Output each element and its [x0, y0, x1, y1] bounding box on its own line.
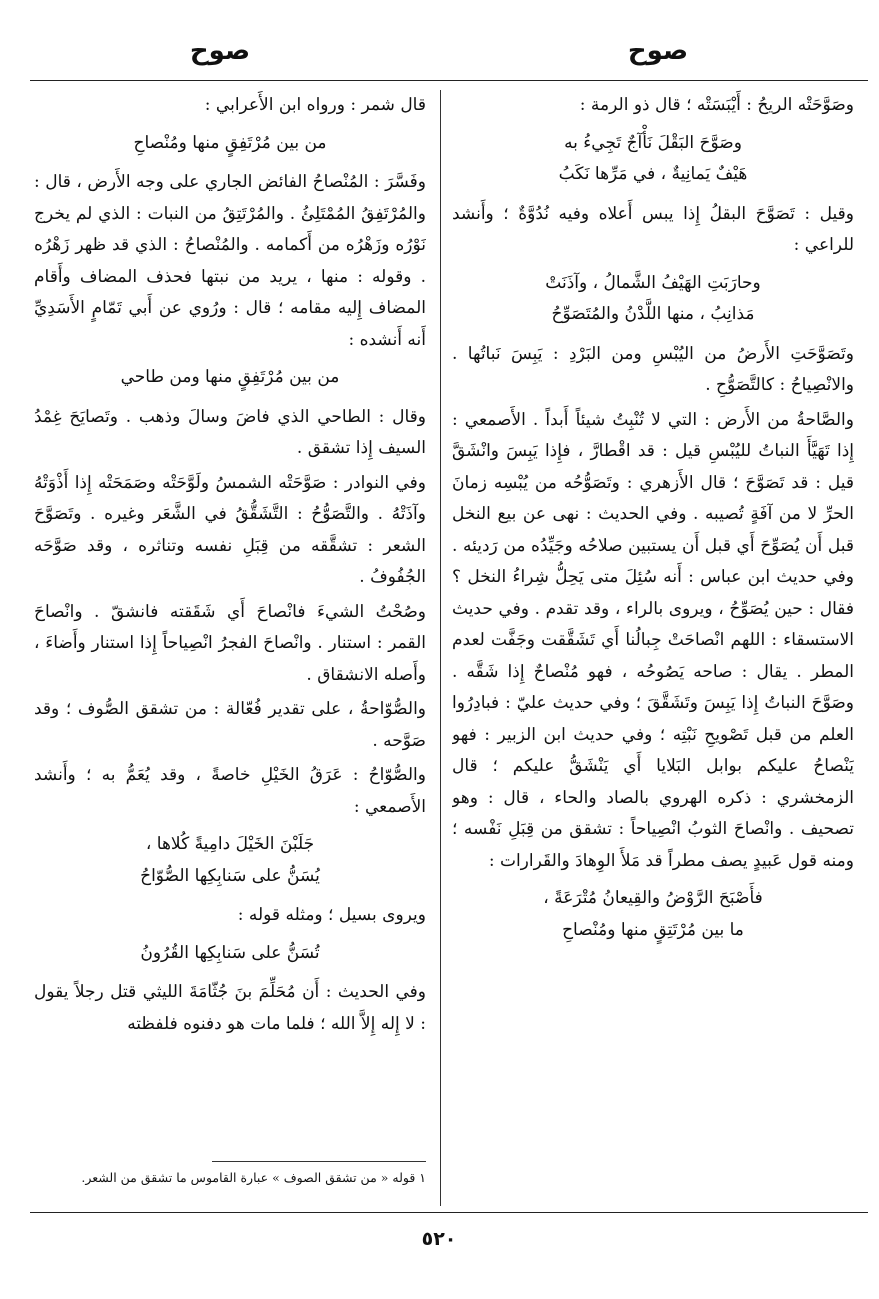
paragraph: وفي الحديث : أَن مُحَلِّمَ بنَ جُثّامَةَ الليثي قتل رجلاً يقول : لا إِله إِلاَّ الله ؛ فلما مات هو دفنوه فلفظته [34, 982, 426, 1034]
paragraph: وصُحْتُ الشيءَ فانْصاحَ أَي شَقَقته فانشقّ . وانْصاحَ القمر : استنار . وانْصاحَ الفجرُ انْصِياحاً إِذا استنار وأَضاءَ ، وأَصله الانشقاق . [34, 601, 426, 685]
footnote: ١ قوله « من تشقق الصوف » عبارة القاموس ما تشقق من الشعر. [81, 1170, 426, 1185]
paragraph: وقيل : تَصَوَّحَ البقلُ إِذا يبس أَعلاه وفيه نُدُوَّةٌ ؛ وأَنشد للراعي : [452, 203, 854, 255]
verse-line: من بين مُرْتَفِقٍ منها ومن طاحي [120, 367, 340, 387]
paragraph: ويروى بسيل ؛ ومثله قوله : [237, 905, 426, 925]
verse [452, 128, 854, 191]
verse [452, 268, 854, 331]
verse [34, 938, 426, 970]
verse [34, 128, 426, 160]
verse [34, 362, 426, 394]
paragraph: وصَوَّحَتْه الريحُ : أَيْبَسَتْه ؛ قال ذو الرمة : [579, 95, 854, 115]
verse-line: وصَوَّحَ البَقْلَ نَأْآجٌ تَجِيءُ به [564, 132, 742, 153]
verse-line: جَلَبْنَ الخَيْلَ دامِيةً كُلاها ، [145, 834, 315, 854]
verse-line: تُسَنُّ على سَنابِكِها القُرُونُ [140, 942, 320, 963]
verse-line: مَذانِبُ ، منها اللَّدْنُ والمُتَصَوِّحُ [551, 304, 755, 324]
verse-line: وحارَبَتِ الهَيْفُ الشَّمالُ ، وآذَنَتْ [545, 272, 761, 293]
paragraph: والصَّاحةُ من الأَرض : التي لا تُنْبِتُ شيئاً أَبداً . الأَصمعي : إِذا تَهَيَّأَ النباتُ لليُبْسِ قيل : قد اقْطارَّ ، فإِذا يَبِسَ وانْشَقَّ قيل : قد تَصَوَّحَ ؛ قال الأَزهري : وتَصَوُّحُه من يُبْسِه زمانَ الحرِّ لا من آفَةٍ تُصيبه . وفي الحديث : نهى عن بيع النخل قبل أَن يُصَوِّحَ أَي قبل أَن يستبين صلاحُه وجَيِّدُه من رَديئه . وفي حديث ابن عباس : أَنه سُئِلَ متى يَحِلُّ شِراءُ النخل ؟ فقال : حين يُصَوِّحُ ، ويروى بالراء ، وقد تقدم . وفي حديث الاستسقاء : اللهم انْصاحَتْ جِبالُنا أَي تَشَقَّقت وجَفَّت لعدم المطر . يقال : صاحه يَصُوحُه ، فهو مُنْصاحٌ إِذا شَقَّه . وصَوَّحَ النباتُ إِذا يَبِسَ وتَشَقَّقَ ؛ وفي حديث عليّ : فبادِرُوا العلم من قبل تَصْويحِ نَبْتِه ؛ وفي حديث ابن الزبير : فهو يَنْصاحُ عليكم بوابل البَلايا أَي يَنْشَقُّ عليكم ؛ قال الزمخشري : ذكره الهروي بالصاد والحاء ، قال : وهو تصحيف . وانْصاحَ الثوبُ انْصِياحاً : تشقق من قِبَلِ نَفْسه ؛ ومنه قول عَبيدٍ يصف مطراً قد مَلأَ الوِهادَ والقَرارات : [452, 409, 854, 871]
paragraph: والصُّوّاحُ : عَرَقُ الخَيْلِ خاصةً ، وقد يُعَمُّ به ؛ وأَنشد الأَصمعي : [34, 765, 426, 817]
verse-line: من بين مُرْتَفِقٍ منها ومُنْصاحِ [133, 132, 327, 153]
verse-line: فأَصْبَحَ الرَّوْضُ والقِيعانُ مُتْرَعَةً ، [543, 888, 763, 908]
verse [34, 829, 426, 892]
header-word-right: صوح [627, 36, 689, 66]
paragraph: وتَصَوَّحَتِ الأَرضُ من اليُبْسِ ومن البَرْدِ : يَبِسَ نَباتُها . والانْصِياحُ : كالتَّصَوُّحِ . [452, 343, 854, 395]
paragraph: قال شمر : ورواه ابن الأَعرابي : [204, 95, 426, 115]
header-rule [30, 80, 868, 81]
page-number: ٥٢٠ [421, 1228, 457, 1250]
paragraph: وفي النوادر : صَوَّحَتْه الشمسُ ولَوَّحَتْه وصَمَحَتْه إِذا أَذْوَتْهُ وآذَتْهُ . والتَّصَوُّحُ : التَّشَقُّقُ في الشَّعَر وغيره . وتَصَوَّحَ الشعر : تشقَّقه من قِبَلِ نفسه وتناثره ، وقد صَوَّحَه الجُفُوفُ . [34, 472, 426, 587]
footnote-rule [212, 1161, 426, 1162]
verse-line: هَيْفٌ يَمانِيةٌ ، في مَرِّها نَكَبُ [558, 164, 748, 184]
footer-rule [30, 1212, 868, 1213]
column-divider [440, 90, 441, 1206]
verse-line: ما بين مُرْتَتِقٍ منها ومُنْصاحِ [562, 919, 744, 940]
verse [452, 883, 854, 946]
right-column [452, 90, 854, 1206]
paragraph: والصُّوّاحةُ ، على تقدير فُعّالة : من تشقق الصُّوف ؛ وقد صَوَّحه . [34, 699, 426, 751]
verse-line: يُسَنُّ على سَنابِكِها الصُّوّاحُ [140, 865, 320, 886]
paragraph: وفَسَّرَ : المُنْصاحُ الفائض الجاري على وجه الأَرض ، قال : والمُرْتَفِقُ المُمْتَلِئُ . والمُرْتَتِقُ من النبات : الذي لم يخرج نَوْرُه وزَهْرُه من أَكمامه . والمُنْصاحُ : الذي قد ظهر زَهْرُه . وقوله : منها ، يريد من نبتها فحذف المضاف وأَقام المضاف إِليه مقامه ؛ قال : ورُوي عن أَبي تَمّامٍ الأَسَدِيِّ أَنه أَنشده : [34, 172, 426, 350]
paragraph: وقال : الطاحي الذي فاضَ وسالَ وذهب . وتَصايَحَ غِمْدُ السيف إِذا تشقق . [34, 406, 426, 458]
left-column [34, 90, 426, 1175]
header-word-left: صوح [189, 36, 251, 66]
